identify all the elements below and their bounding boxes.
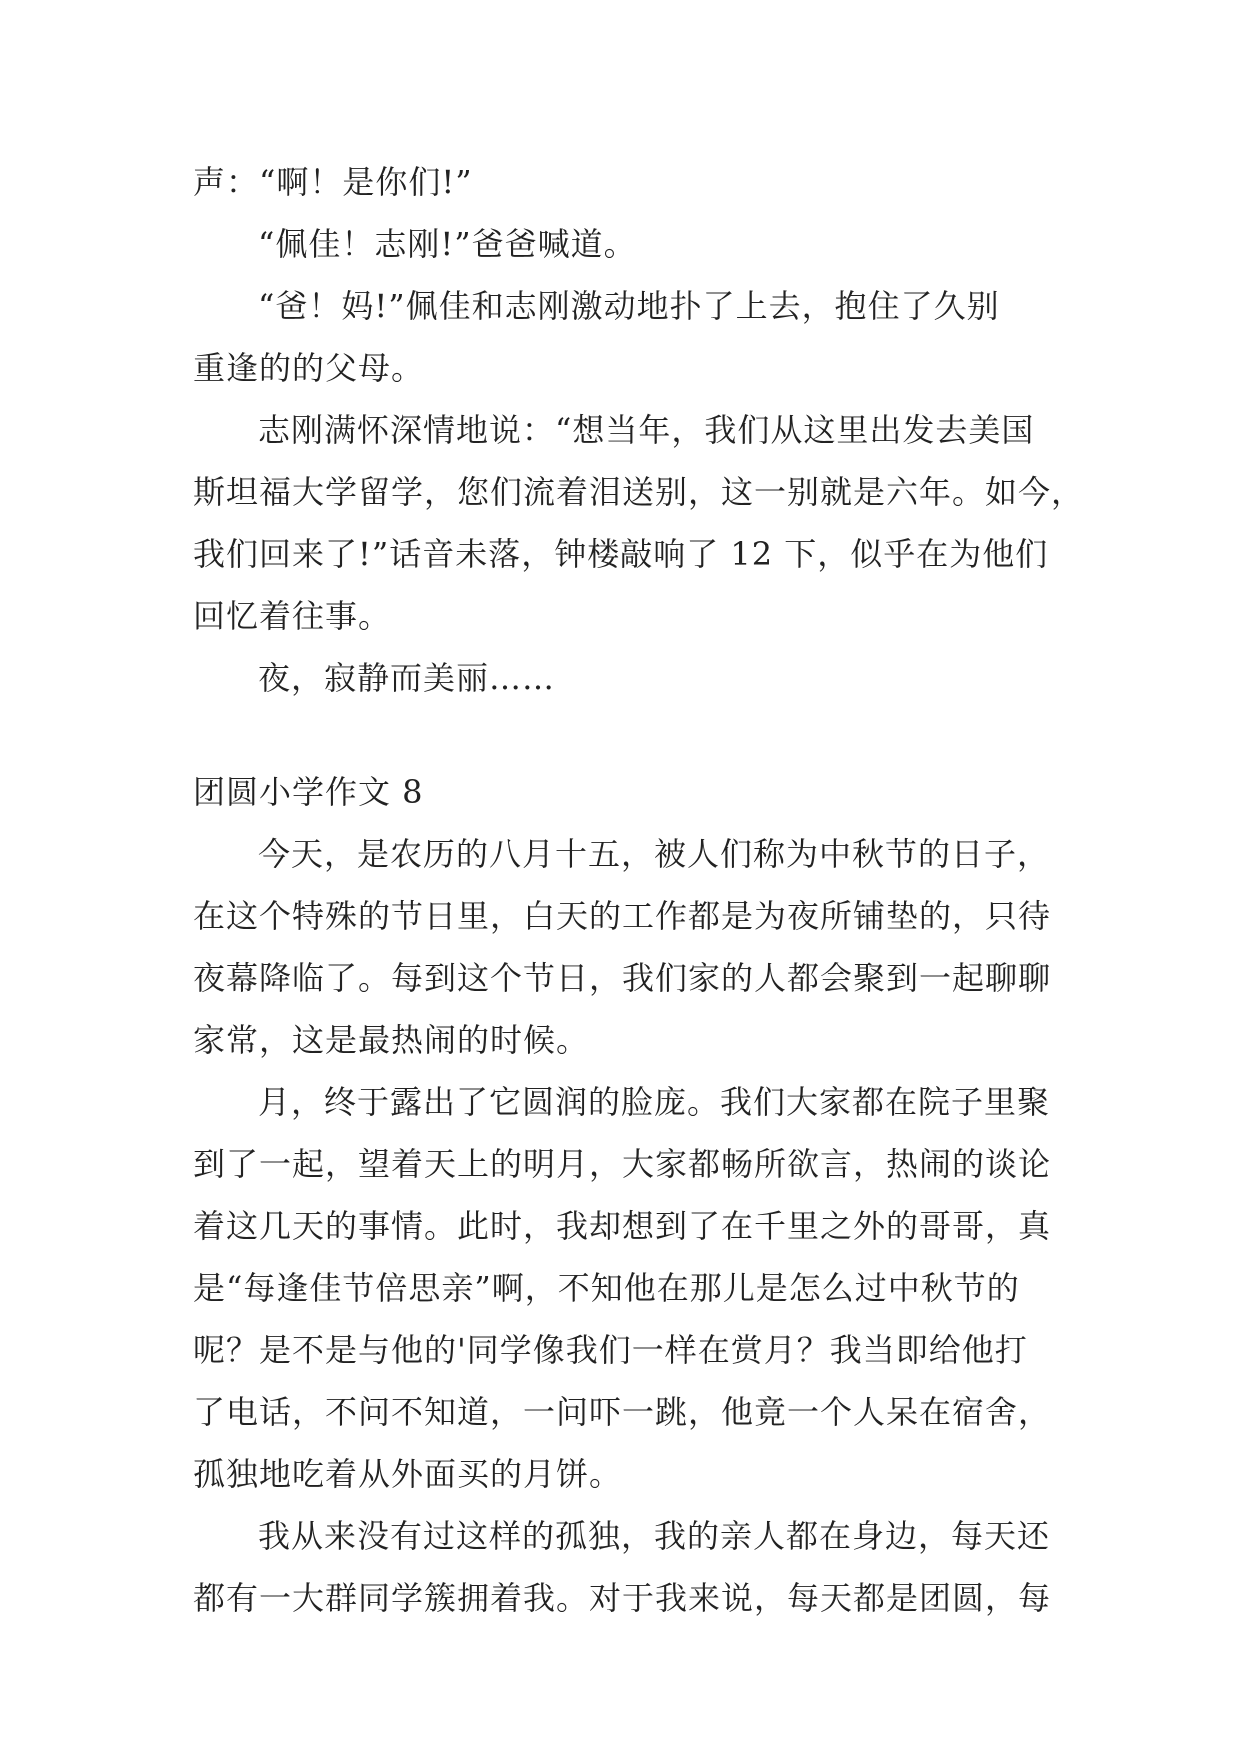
text-line: 在这个特殊的节日里，白天的工作都是为夜所铺垫的，只待 [193, 897, 1052, 935]
text-line: 我们回来了!”话音未落，钟楼敲响了 12 下，似乎在为他们 [193, 535, 1049, 573]
text-line: 夜幕降临了。每到这个节日，我们家的人都会聚到一起聊聊 [193, 959, 1052, 997]
text-line: 了电话，不问不知道，一问吓一跳，他竟一个人呆在宿舍， [193, 1393, 1052, 1431]
text-line: 回忆着往事。 [193, 597, 392, 635]
text-line: 声：“啊！是你们!” [193, 163, 473, 201]
text-line: “佩佳！志刚!”爸爸喊道。 [258, 225, 637, 263]
text-line: 都有一大群同学簇拥着我。对于我来说，每天都是团圆，每 [193, 1579, 1052, 1617]
section-heading: 团圆小学作文 8 [193, 773, 424, 811]
text-line: 到了一起，望着天上的明月，大家都畅所欲言，热闹的谈论 [193, 1145, 1052, 1183]
text-line: 家常，这是最热闹的时候。 [193, 1021, 590, 1059]
text-line: 夜，寂静而美丽…… [258, 659, 556, 697]
text-line: 着这几天的事情。此时，我却想到了在千里之外的哥哥，真 [193, 1207, 1052, 1245]
text-line: 是“每逢佳节倍思亲”啊，不知他在那儿是怎么过中秋节的 [193, 1269, 1020, 1307]
text-line: 今天，是农历的八月十五，被人们称为中秋节的日子， [258, 835, 1051, 873]
text-line: 志刚满怀深情地说：“想当年，我们从这里出发去美国 [258, 411, 1035, 449]
text-line: 重逢的的父母。 [193, 349, 425, 387]
text-line: 孤独地吃着从外面买的月饼。 [193, 1455, 623, 1493]
text-line: 月，终于露出了它圆润的脸庞。我们大家都在院子里聚 [258, 1083, 1051, 1121]
text-line: 我从来没有过这样的孤独，我的亲人都在身边，每天还 [258, 1517, 1051, 1555]
text-line: 斯坦福大学留学，您们流着泪送别，这一别就是六年。如今， [193, 473, 1085, 511]
text-line: 呢？是不是与他的'同学像我们一样在赏月？我当即给他打 [193, 1331, 1028, 1369]
text-line: “爸！妈!”佩佳和志刚激动地扑了上去，抱住了久别 [258, 287, 1000, 325]
